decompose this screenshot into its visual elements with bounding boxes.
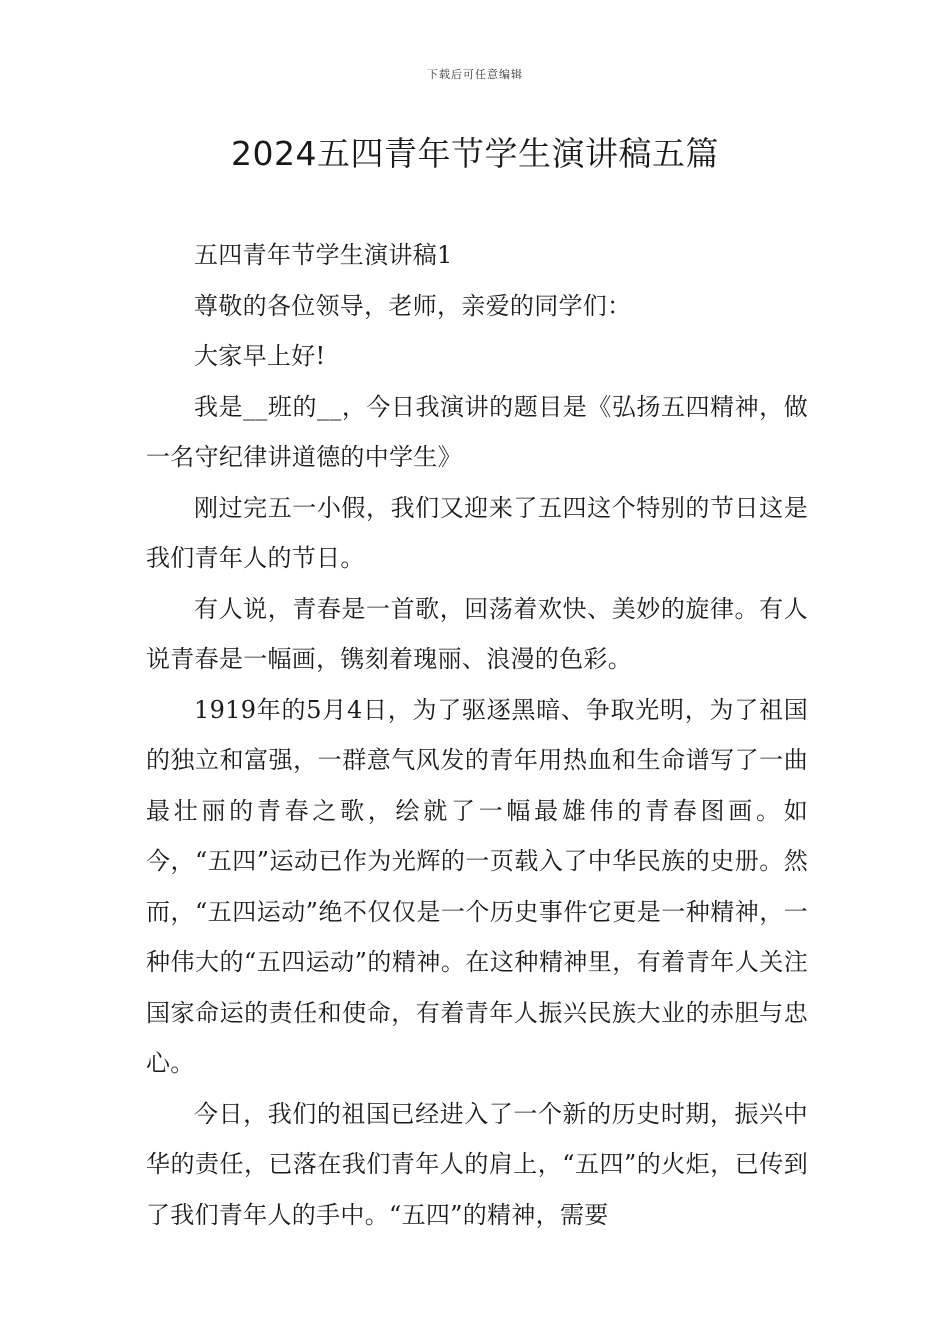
paragraph-greeting: 尊敬的各位领导，老师，亲爱的同学们： — [194, 291, 632, 320]
paragraph-intro: 我是__班的__，今日我演讲的题目是《弘扬五四精神，做一名守纪律讲道德的中学生》 — [146, 392, 808, 471]
paragraph-today: 今日，我们的祖国已经进入了一个新的历史时期，振兴中华的责任，已落在我们青年人的肩上，“五四”的火炬，已传到了我们青年人的手中。“五四”的精神，需要 — [146, 1099, 808, 1229]
paragraph-youth: 有人说，青春是一首歌，回荡着欢快、美妙的旋律。有人说青春是一幅画，镌刻着瑰丽、浪漫的色彩。 — [146, 594, 808, 673]
paragraph-history: 1919年的5月4日，为了驱逐黑暗、争取光明，为了祖国的独立和富强，一群意气风发的青年用热血和生命谱写了一曲最壮丽的青春之歌，绘就了一幅最雄伟的青春图画。如今，“五四”运动已作为光辉的一页载入了中华民族的史册。然而，“五四运动”绝不仅仅是一个历史事件它更是一种精神，一种伟大的“五四运动”的精神。在这种精神里，有着青年人关注国家命运的责任和使命，有着青年人振兴民族大业的赤胆与忠心。 — [146, 695, 808, 1077]
paragraph-holiday: 刚过完五一小假，我们又迎来了五四这个特别的节日这是我们青年人的节日。 — [146, 493, 808, 572]
document-body — [146, 230, 808, 1240]
paragraph-subtitle: 五四青年节学生演讲稿1 — [194, 241, 453, 269]
header-note: 下载后可任意编辑 — [427, 68, 523, 81]
paragraph-morning: 大家早上好! — [194, 342, 326, 370]
document-title: 2024五四青年节学生演讲稿五篇 — [231, 134, 719, 173]
